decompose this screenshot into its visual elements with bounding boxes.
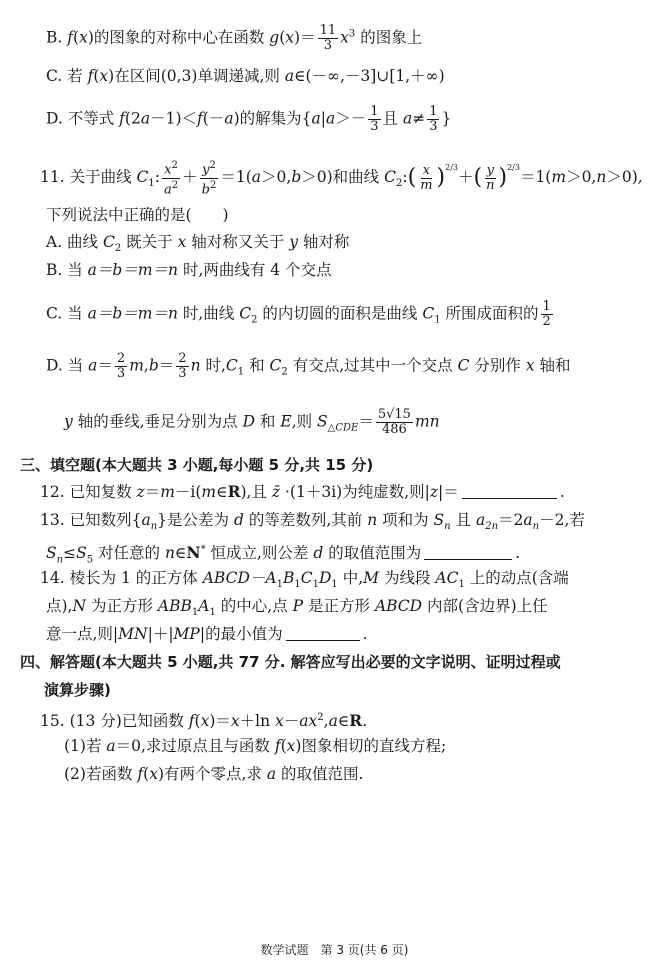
question-11-stem: 11. 关于曲线 $C_1$: $\frac{x^2}{a^2}$ ＋ $\frac{y^2}{b^2}$ ＝1(a＞0,b＞0)和曲线 $C_2$:( $\frac{x}{m}$ )$^{2/3}$＋( $\frac{y}{n}$ )$^{2/3}$＝1(m＞0,n＞0), <box>40 160 643 197</box>
fraction-2-3: $\frac{2}{3}$ <box>178 351 187 381</box>
question-11-prompt: 下列说法中正确的是( ) <box>46 206 229 224</box>
question-14-line-3: 意一点,则|MN|＋|MP|的最小值为 . <box>46 625 368 643</box>
fraction-x-m: $\frac{x}{m}$ <box>420 162 433 193</box>
question-12: 12. 已知复数 z＝m－i(m∈R),且 z̄ ·(1＋3i)为纯虚数,则|z|＝ . <box>40 482 565 501</box>
option-11-d: D. 当 a＝ $\frac{2}{3}$ m,b＝ $\frac{2}{3}$ n 时$,C_1$ 和 $C_2$ 有交点,过其中一个交点 C 分别作 x 轴和 <box>46 351 571 381</box>
option-10-b: B. f(x)的图象的对称中心在函数 g(x)＝ $\frac{11}{3}$ $x^3$ 的图象上 <box>46 23 423 53</box>
fraction-y2-b2: $\frac{y^2}{b^2}$ <box>201 160 217 197</box>
fraction-11-3: $\frac{11}{3}$ <box>319 23 337 53</box>
option-11-c: C. 当 a＝b＝m＝n 时,曲线 $C_2$ 的内切圆的面积是曲线 $C_1$ 所围成面积的 $\frac{1}{2}$ <box>46 299 551 329</box>
page-footer: 数学试题 第 3 页(共 6 页) <box>260 943 409 957</box>
option-11-b: B. 当 a＝b＝m＝n 时,两曲线有 4 个交点 <box>46 261 332 279</box>
section-4-heading-continued: 演算步骤) <box>44 681 111 699</box>
option-11-a: A. 曲线 $C_2$ 既关于 x 轴对称又关于 y 轴对称 <box>46 233 350 255</box>
option-11-d-continued: y 轴的垂线,垂足分别为点 D 和 E,则 $S_{\triangle CDE}=$ $\frac{5√15}{486}$ mn <box>64 407 440 437</box>
answer-blank-12[interactable] <box>462 498 557 499</box>
section-4-heading: 四、解答题(本大题共 5 小题,共 77 分. 解答应写出必要的文字说明、证明过程或 <box>20 653 561 671</box>
question-14-line-1: 14. 棱长为 1 的正方体 $ABCD-A_1B_1C_1D_1$ 中,M 为线段 $AC_1$ 上的动点(含端 <box>40 569 569 591</box>
fraction-x2-a2: $\frac{x^2}{a^2}$ <box>164 160 179 197</box>
fraction-1-3: $\frac{1}{3}$ <box>429 104 438 134</box>
answer-blank-14[interactable] <box>286 640 360 641</box>
fraction-1-3: $\frac{1}{3}$ <box>370 104 379 134</box>
answer-blank-13[interactable] <box>424 559 512 560</box>
fraction-y-n: $\frac{y}{n}$ <box>486 162 495 193</box>
fraction-2-3: $\frac{2}{3}$ <box>116 351 126 381</box>
question-15-part-1: (1)若 a＝0,求过原点且与函数 f(x)图象相切的直线方程; <box>64 737 447 755</box>
question-15-stem: 15. (13 分)已知函数 f(x)＝x＋ln $x-ax^2,a\in R$. <box>40 711 368 731</box>
fraction-5sqrt15-486: $\frac{5√15}{486}$ <box>377 407 411 437</box>
fraction-1-2: $\frac{1}{2}$ <box>542 299 551 329</box>
option-10-c: C. 若 f(x)在区间(0,3)单调递减,则 a∈(－∞,－3]∪[1,＋∞) <box>46 67 445 85</box>
question-13-line-2: $S_n\le S_5$ 对任意的 n∈N* 恒成立,则公差 d 的取值范围为 . <box>46 543 521 566</box>
question-13-line-1: 13. 已知数列$\{a_n\}$是公差为 d 的等差数列,其前 n 项和为 $S_n$ 且 $a_{2n}=2a_n-2$,若 <box>40 511 585 533</box>
section-3-heading: 三、填空题(本大题共 3 小题,每小题 5 分,共 15 分) <box>20 456 374 474</box>
question-15-part-2: (2)若函数 f(x)有两个零点,求 a 的取值范围. <box>64 765 364 783</box>
question-14-line-2: 点),N 为正方形 $ABB_1A_1$ 的中心,点 P 是正方形 ABCD 内部(含边界)上任 <box>46 597 548 619</box>
option-10-d: D. 不等式 f(2a－1)＜f(－a)的解集为{a|a＞－ $\frac{1}{3}$ 且 a≠ $\frac{1}{3}$ } <box>46 104 452 134</box>
